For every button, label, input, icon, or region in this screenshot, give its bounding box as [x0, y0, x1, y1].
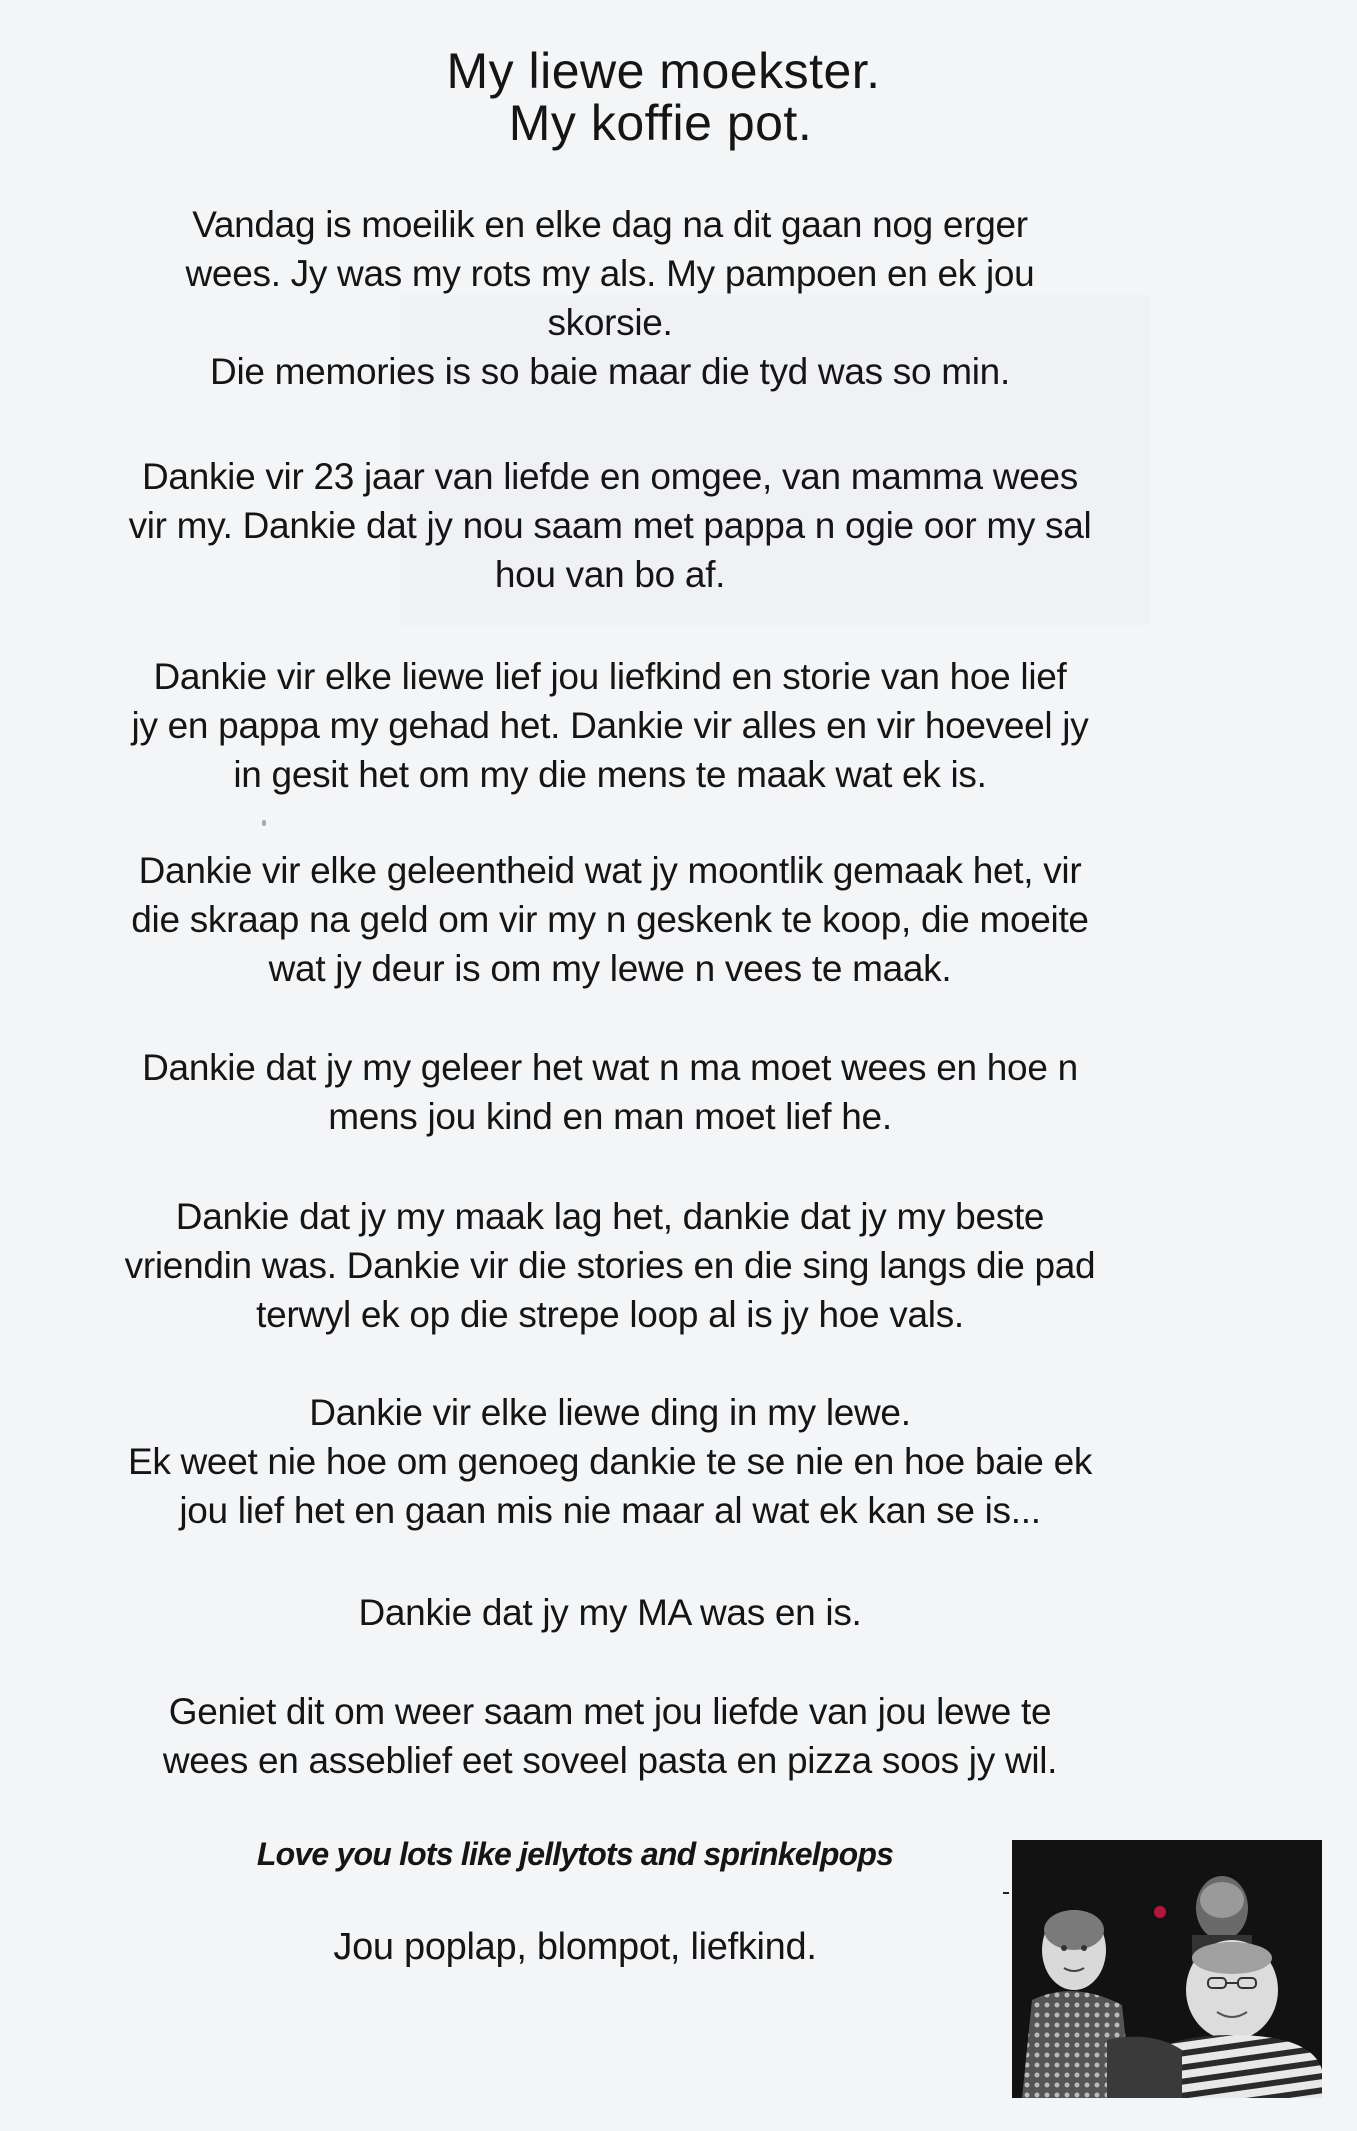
- paragraph-line: wees. Jy was my rots my als. My pampoen en ek jou: [185, 253, 1035, 294]
- paragraph-line: jou lief het en gaan mis nie maar al wat ek kan se is...: [179, 1490, 1041, 1531]
- paragraph-8: [60, 1588, 1160, 1637]
- paragraph-line: Dankie dat jy my MA was en is.: [358, 1592, 862, 1633]
- paragraph-line: vir my. Dankie dat jy nou saam met pappa n ogie oor my sal: [128, 505, 1092, 546]
- family-photo-image: [1012, 1840, 1322, 2098]
- page-title-line-1: My liewe moekster.: [446, 43, 881, 99]
- paragraph-3: [60, 652, 1160, 799]
- family-photo: [1012, 1840, 1322, 2098]
- paragraph-1: [60, 200, 1160, 396]
- paragraph-6: [60, 1192, 1160, 1339]
- paragraph-line: Ek weet nie hoe om genoeg dankie te se nie en hoe baie ek: [127, 1441, 1093, 1482]
- paragraph-line: wees en asseblief eet soveel pasta en pizza soos jy wil.: [162, 1740, 1058, 1781]
- paragraph-line: Dankie vir elke liewe ding in my lewe.: [309, 1392, 911, 1433]
- page-title-line-2: My koffie pot.: [508, 95, 813, 151]
- paragraph-2: [60, 452, 1160, 599]
- paragraph-line: wat jy deur is om my lewe n vees te maak.: [268, 948, 952, 989]
- paragraph-line: skorsie.: [547, 302, 673, 343]
- paragraph-line: Dankie vir elke liewe lief jou liefkind en storie van hoe lief: [153, 656, 1067, 697]
- paragraph-line: terwyl ek op die strepe loop al is jy hoe vals.: [256, 1294, 964, 1335]
- paragraph-line: mens jou kind en man moet lief he.: [328, 1096, 892, 1137]
- paragraph-line: Dankie vir elke geleentheid wat jy moontlik gemaak het, vir: [138, 850, 1082, 891]
- paragraph-4: [60, 846, 1160, 993]
- paragraph-line: hou van bo af.: [494, 554, 726, 595]
- photo-mark: [1003, 1892, 1009, 1894]
- paragraph-line: die skraap na geld om vir my n geskenk te koop, die moeite: [131, 899, 1089, 940]
- scan-speck: [262, 820, 266, 826]
- paragraph-line: Die memories is so baie maar die tyd was so min.: [210, 351, 1010, 392]
- paragraph-line: jy en pappa my gehad het. Dankie vir alles en vir hoeveel jy: [131, 705, 1089, 746]
- paragraph-line: Geniet dit om weer saam met jou liefde van jou lewe te: [168, 1691, 1052, 1732]
- paragraph-line: vriendin was. Dankie vir die stories en die sing langs die pad: [124, 1245, 1096, 1286]
- paragraph-line: Vandag is moeilik en elke dag na dit gaan nog erger: [192, 204, 1028, 245]
- paragraph-5: [60, 1043, 1160, 1141]
- paragraph-9: [60, 1687, 1160, 1785]
- love-line: Love you lots like jellytots and sprinkelpops: [256, 1836, 894, 1872]
- paragraph-line: Dankie vir 23 jaar van liefde en omgee, van mamma wees: [142, 456, 1078, 497]
- paragraph-line: in gesit het om my die mens te maak wat ek is.: [233, 754, 987, 795]
- signature-line: Jou poplap, blompot, liefkind.: [333, 1926, 817, 1968]
- paragraph-line: Dankie dat jy my geleer het wat n ma moet wees en hoe n: [142, 1047, 1078, 1088]
- paragraph-7: [60, 1388, 1160, 1535]
- paragraph-line: Dankie dat jy my maak lag het, dankie dat jy my beste: [175, 1196, 1045, 1237]
